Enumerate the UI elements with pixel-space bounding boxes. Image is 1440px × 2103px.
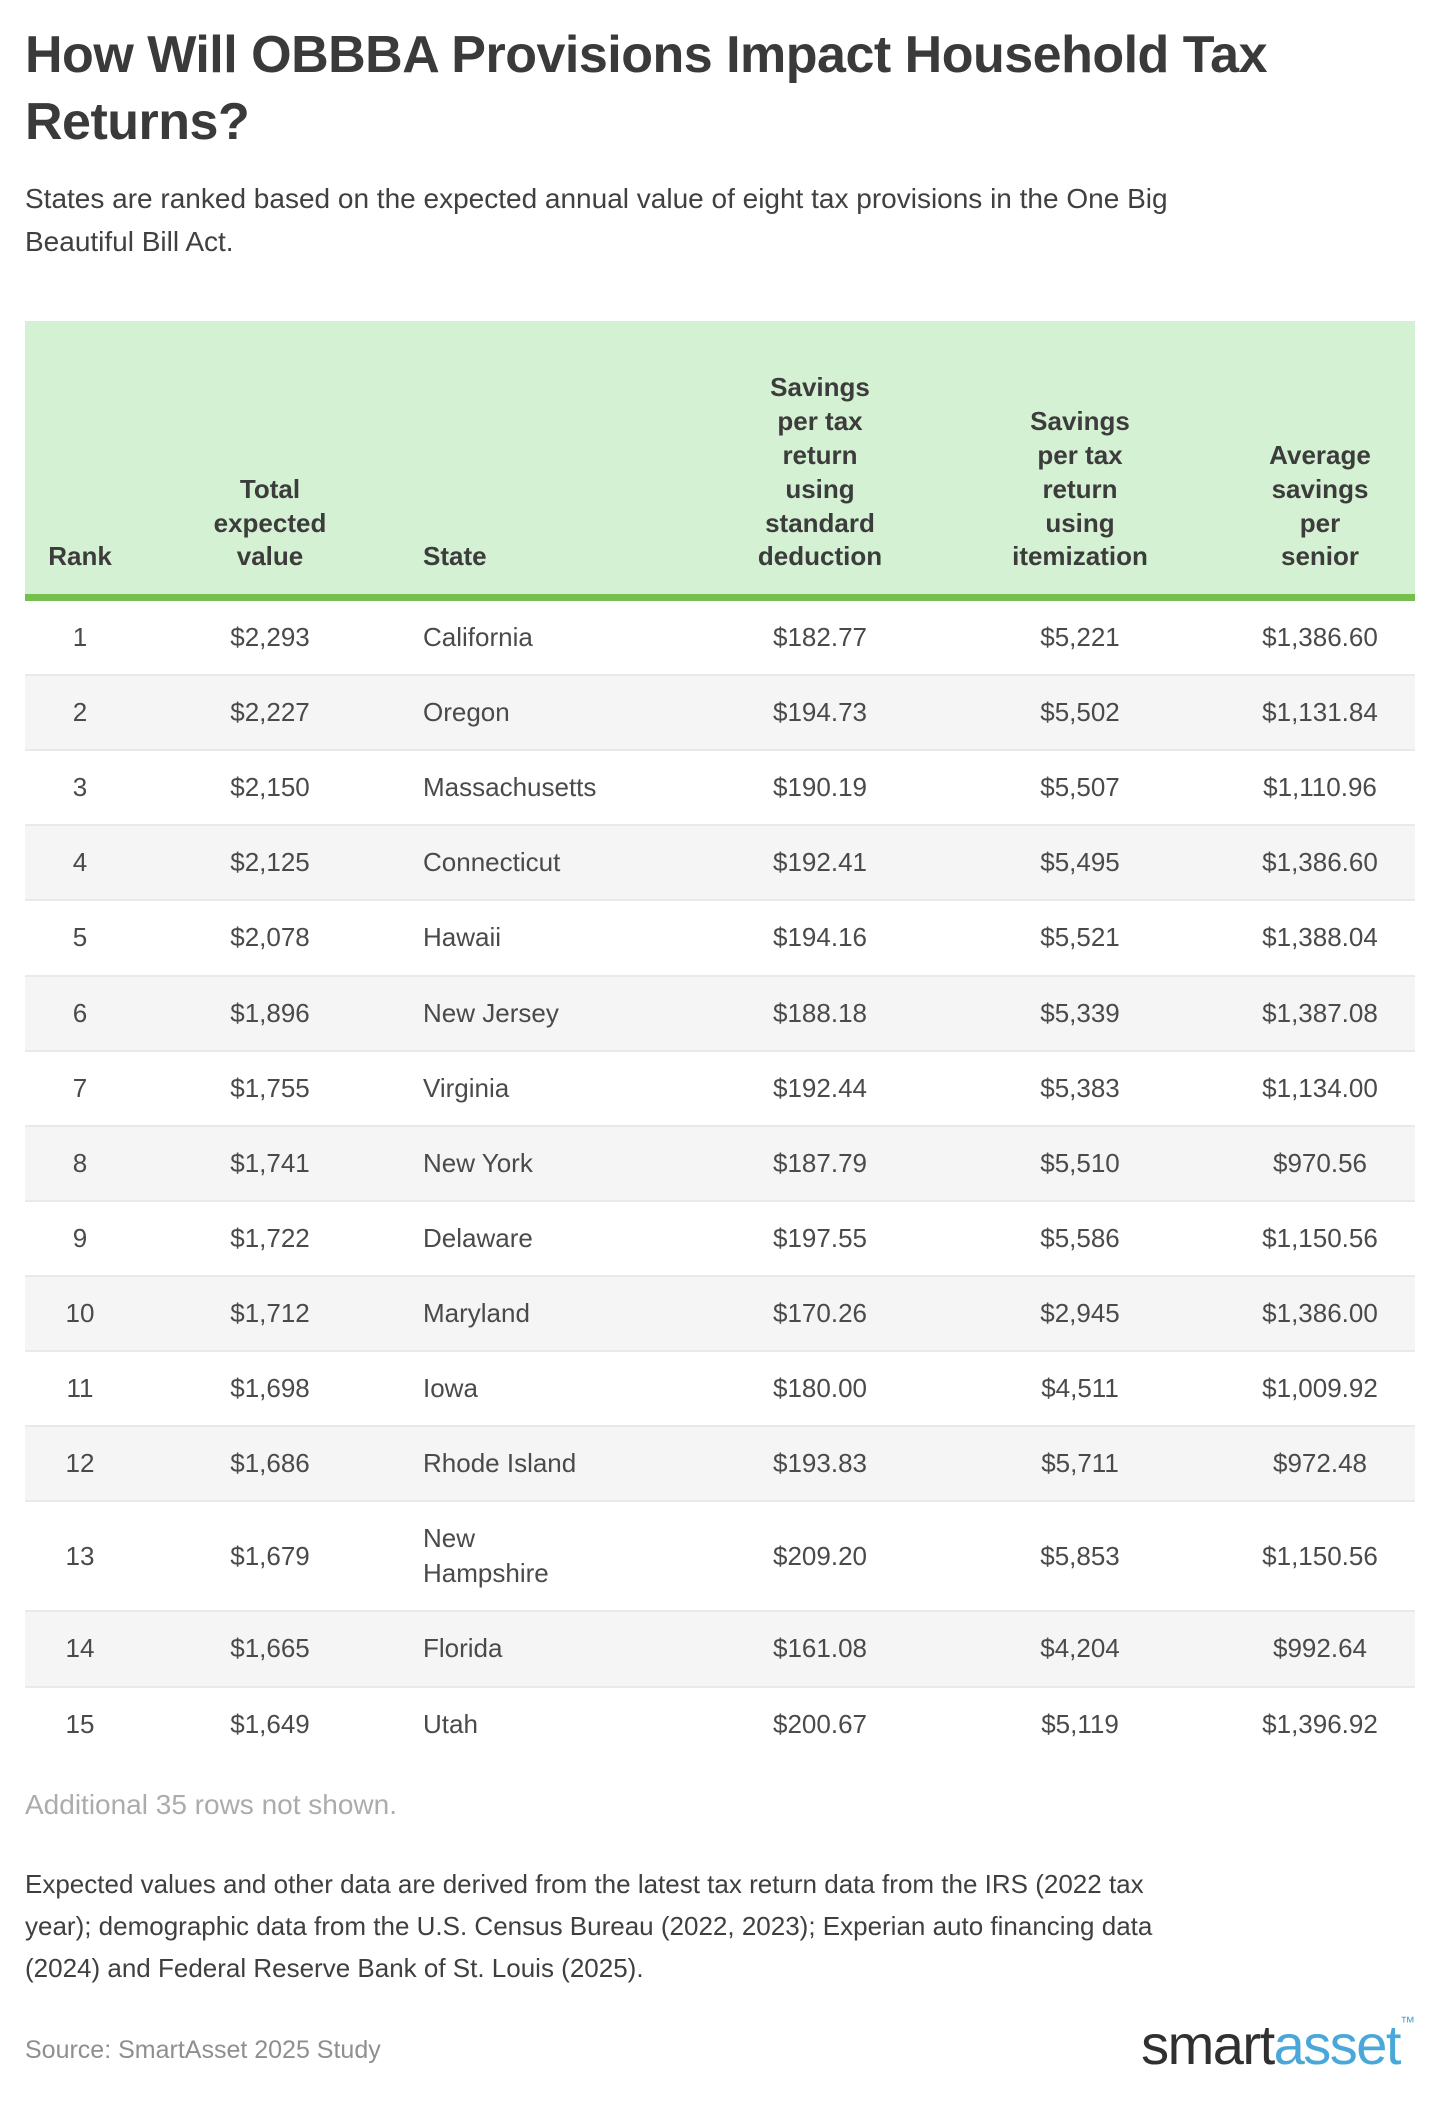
cell-savings-itemization: $5,502	[935, 675, 1225, 750]
cell-rank: 13	[25, 1501, 135, 1611]
cell-average-savings-per-senior: $972.48	[1225, 1426, 1415, 1501]
column-header-total-expected-value: Total expected value	[135, 321, 405, 597]
cell-total-expected-value: $2,125	[135, 825, 405, 900]
cell-state: New Jersey	[405, 976, 705, 1051]
cell-total-expected-value: $1,896	[135, 976, 405, 1051]
cell-rank: 14	[25, 1611, 135, 1686]
cell-rank: 5	[25, 900, 135, 975]
cell-average-savings-per-senior: $1,386.60	[1225, 598, 1415, 676]
table-row	[25, 750, 1415, 825]
column-header-savings-itemization: Savings per tax return using itemization	[935, 321, 1225, 597]
cell-savings-itemization: $5,853	[935, 1501, 1225, 1611]
cell-savings-standard-deduction: $193.83	[705, 1426, 935, 1501]
table-row	[25, 675, 1415, 750]
cell-average-savings-per-senior: $1,150.56	[1225, 1201, 1415, 1276]
cell-savings-standard-deduction: $161.08	[705, 1611, 935, 1686]
cell-savings-standard-deduction: $192.41	[705, 825, 935, 900]
cell-rank: 12	[25, 1426, 135, 1501]
table-row	[25, 1611, 1415, 1686]
table-row	[25, 1687, 1415, 1761]
table-row	[25, 1276, 1415, 1351]
cell-savings-itemization: $5,586	[935, 1201, 1225, 1276]
cell-average-savings-per-senior: $1,134.00	[1225, 1051, 1415, 1126]
cell-savings-standard-deduction: $170.26	[705, 1276, 935, 1351]
cell-total-expected-value: $1,665	[135, 1611, 405, 1686]
table-row	[25, 598, 1415, 676]
cell-state: Oregon	[405, 675, 705, 750]
cell-state: Florida	[405, 1611, 705, 1686]
cell-total-expected-value: $2,227	[135, 675, 405, 750]
cell-total-expected-value: $1,649	[135, 1687, 405, 1761]
cell-average-savings-per-senior: $1,009.92	[1225, 1351, 1415, 1426]
column-header-savings-standard-deduction: Savings per tax return using standard deduction	[705, 321, 935, 597]
table-row	[25, 976, 1415, 1051]
cell-savings-itemization: $5,383	[935, 1051, 1225, 1126]
source-note: Source: SmartAsset 2025 Study	[25, 2035, 381, 2064]
page-title: How Will OBBBA Provisions Impact Household Tax Returns?	[25, 26, 1268, 151]
cell-rank: 1	[25, 598, 135, 676]
footer-row	[25, 2012, 1415, 2076]
cell-savings-itemization: $5,119	[935, 1687, 1225, 1761]
column-header-average-savings-per-senior: Average savings per senior	[1225, 321, 1415, 597]
trademark-symbol: ™	[1400, 2013, 1415, 2031]
cell-savings-itemization: $2,945	[935, 1276, 1225, 1351]
cell-rank: 2	[25, 675, 135, 750]
table-row	[25, 1201, 1415, 1276]
cell-average-savings-per-senior: $1,386.00	[1225, 1276, 1415, 1351]
cell-average-savings-per-senior: $1,388.04	[1225, 900, 1415, 975]
cell-total-expected-value: $1,755	[135, 1051, 405, 1126]
cell-savings-standard-deduction: $187.79	[705, 1126, 935, 1201]
table-row	[25, 1051, 1415, 1126]
cell-rank: 11	[25, 1351, 135, 1426]
cell-savings-itemization: $5,339	[935, 976, 1225, 1051]
cell-total-expected-value: $1,698	[135, 1351, 405, 1426]
table-header-row	[25, 321, 1415, 597]
smartasset-logo: smartasset™	[1141, 2012, 1415, 2076]
cell-average-savings-per-senior: $992.64	[1225, 1611, 1415, 1686]
cell-state: Utah	[405, 1687, 705, 1761]
cell-savings-itemization: $5,711	[935, 1426, 1225, 1501]
cell-savings-itemization: $4,204	[935, 1611, 1225, 1686]
cell-rank: 6	[25, 976, 135, 1051]
cell-state: Maryland	[405, 1276, 705, 1351]
cell-average-savings-per-senior: $1,387.08	[1225, 976, 1415, 1051]
table-header	[25, 321, 1415, 597]
cell-total-expected-value: $2,293	[135, 598, 405, 676]
cell-savings-itemization: $5,510	[935, 1126, 1225, 1201]
cell-total-expected-value: $1,741	[135, 1126, 405, 1201]
cell-average-savings-per-senior: $1,386.60	[1225, 825, 1415, 900]
cell-state: Iowa	[405, 1351, 705, 1426]
cell-total-expected-value: $1,722	[135, 1201, 405, 1276]
cell-state: New York	[405, 1126, 705, 1201]
cell-rank: 9	[25, 1201, 135, 1276]
cell-savings-standard-deduction: $180.00	[705, 1351, 935, 1426]
cell-state: Delaware	[405, 1201, 705, 1276]
cell-savings-standard-deduction: $194.16	[705, 900, 935, 975]
column-header-rank: Rank	[25, 321, 135, 597]
table-row	[25, 1501, 1415, 1611]
cell-state: Virginia	[405, 1051, 705, 1126]
cell-savings-standard-deduction: $188.18	[705, 976, 935, 1051]
page-subtitle: States are ranked based on the expected annual value of eight tax provisions in the One Big Beautiful Bill Act.	[25, 183, 1168, 258]
cell-rank: 8	[25, 1126, 135, 1201]
cell-savings-itemization: $4,511	[935, 1351, 1225, 1426]
cell-savings-standard-deduction: $197.55	[705, 1201, 935, 1276]
cell-rank: 3	[25, 750, 135, 825]
cell-average-savings-per-senior: $1,131.84	[1225, 675, 1415, 750]
cell-rank: 4	[25, 825, 135, 900]
cell-average-savings-per-senior: $1,150.56	[1225, 1501, 1415, 1611]
cell-rank: 15	[25, 1687, 135, 1761]
cell-savings-standard-deduction: $200.67	[705, 1687, 935, 1761]
cell-state: Massachusetts	[405, 750, 705, 825]
cell-savings-standard-deduction: $182.77	[705, 598, 935, 676]
cell-state: New Hampshire	[405, 1501, 705, 1611]
cell-savings-itemization: $5,221	[935, 598, 1225, 676]
cell-rank: 7	[25, 1051, 135, 1126]
rankings-table	[25, 321, 1415, 1760]
column-header-state: State	[405, 321, 705, 597]
cell-savings-standard-deduction: $194.73	[705, 675, 935, 750]
table-row	[25, 1126, 1415, 1201]
cell-total-expected-value: $1,712	[135, 1276, 405, 1351]
cell-savings-itemization: $5,521	[935, 900, 1225, 975]
cell-savings-standard-deduction: $209.20	[705, 1501, 935, 1611]
cell-state: Hawaii	[405, 900, 705, 975]
methodology-note: Expected values and other data are derived from the latest tax return data from the IRS (2022 tax year); demographic data from the U.S. Census Bureau (2022, 2023); Experian auto financing data (2024) and Federal Reserve Bank of St. Louis (2025).	[25, 1868, 1153, 1983]
cell-total-expected-value: $1,679	[135, 1501, 405, 1611]
cell-rank: 10	[25, 1276, 135, 1351]
table-row	[25, 1351, 1415, 1426]
cell-total-expected-value: $1,686	[135, 1426, 405, 1501]
additional-rows-note: Additional 35 rows not shown.	[25, 1788, 397, 1820]
cell-savings-standard-deduction: $192.44	[705, 1051, 935, 1126]
table-body	[25, 598, 1415, 1761]
cell-total-expected-value: $2,150	[135, 750, 405, 825]
cell-state: Rhode Island	[405, 1426, 705, 1501]
cell-savings-itemization: $5,507	[935, 750, 1225, 825]
cell-savings-itemization: $5,495	[935, 825, 1225, 900]
cell-state: Connecticut	[405, 825, 705, 900]
cell-average-savings-per-senior: $1,396.92	[1225, 1687, 1415, 1761]
table-row	[25, 900, 1415, 975]
cell-state: California	[405, 598, 705, 676]
cell-average-savings-per-senior: $970.56	[1225, 1126, 1415, 1201]
table-row	[25, 825, 1415, 900]
cell-average-savings-per-senior: $1,110.96	[1225, 750, 1415, 825]
cell-savings-standard-deduction: $190.19	[705, 750, 935, 825]
table-row	[25, 1426, 1415, 1501]
cell-total-expected-value: $2,078	[135, 900, 405, 975]
